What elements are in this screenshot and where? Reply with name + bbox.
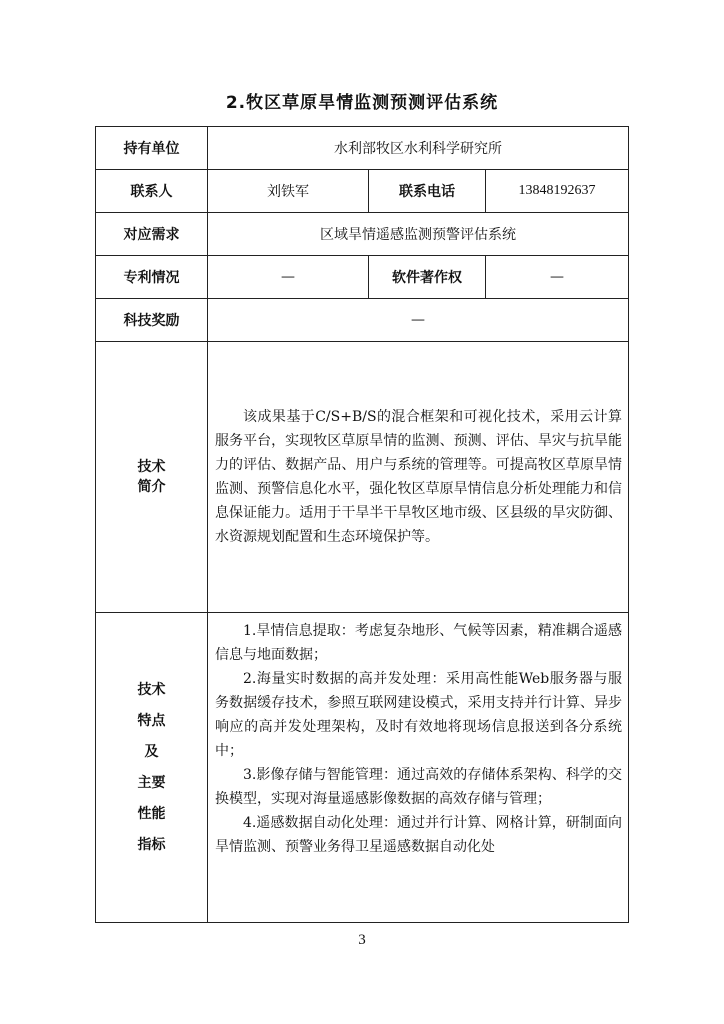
document-title: 2.牧区草原旱情监测预测评估系统 <box>225 93 499 113</box>
holder-value: 水利部牧区水利科学研究所 <box>208 127 629 170</box>
row-award <box>96 299 629 342</box>
intro-content <box>208 342 629 613</box>
row-intro <box>96 342 629 613</box>
features-label-line: 特点 <box>137 712 166 729</box>
feature-item: 3.影像存储与智能管理：通过高效的存储体系架构、科学的交换模型，实现对海量遥感影像数据的高效存储与管理； <box>215 767 623 807</box>
software-value: — <box>486 256 629 299</box>
intro-label <box>96 342 208 613</box>
patent-label: 专利情况 <box>96 256 208 299</box>
feature-item: 4.遥感数据自动化处理：通过并行计算、网格计算，研制面向旱情监测、预警业务得卫星遥感数据自动化处 <box>215 815 623 855</box>
intro-label-line: 简介 <box>137 479 166 495</box>
demand-value: 区域旱情遥感监测预警评估系统 <box>208 213 629 256</box>
software-label: 软件著作权 <box>369 256 486 299</box>
feature-item: 2.海量实时数据的高并发处理：采用高性能Web服务器与服务数据缓存技术，参照互联网建设模式，采用支持并行计算、异步响应的高并发处理架构，及时有效地将现场信息报送到各分系统中； <box>215 671 623 759</box>
intro-text: 该成果基于C/S+B/S的混合框架和可视化技术，采用云计算服务平台，实现牧区草原旱情的监测、预测、评估、旱灾与抗旱能力的评估、数据产品、用户与系统的管理等。可提高牧区草原旱情监测、预警信息化水平，强化牧区草原旱情信息分析处理能力和信息保证能力。适用于干旱半干旱牧区地市级、区县级的旱灾防御、水资源规划配置和生态环境保护等。 <box>215 409 623 545</box>
row-demand <box>96 213 629 256</box>
contact-label: 联系人 <box>96 170 208 213</box>
features-label-line: 主要 <box>137 774 166 791</box>
features-label-line: 指标 <box>137 836 166 853</box>
features-label <box>96 613 208 923</box>
features-label-line: 性能 <box>137 805 166 822</box>
phone-label: 联系电话 <box>369 170 486 213</box>
demand-label: 对应需求 <box>96 213 208 256</box>
row-features <box>96 613 629 923</box>
contact-value: 刘铁军 <box>208 170 369 213</box>
row-contact <box>96 170 629 213</box>
features-label-line: 技术 <box>137 681 166 698</box>
page-number: 3 <box>358 932 366 948</box>
features-label-line: 及 <box>144 743 159 760</box>
feature-item: 1.旱情信息提取：考虑复杂地形、气候等因素，精准耦合遥感信息与地面数据； <box>215 623 623 663</box>
row-holder <box>96 127 629 170</box>
holder-label: 持有单位 <box>96 127 208 170</box>
patent-value: — <box>208 256 369 299</box>
award-value: — <box>208 299 629 342</box>
intro-label-line: 技术 <box>137 459 166 475</box>
phone-value: 13848192637 <box>486 170 629 213</box>
features-content <box>208 613 629 923</box>
row-patent <box>96 256 629 299</box>
info-table <box>95 126 629 923</box>
award-label: 科技奖励 <box>96 299 208 342</box>
